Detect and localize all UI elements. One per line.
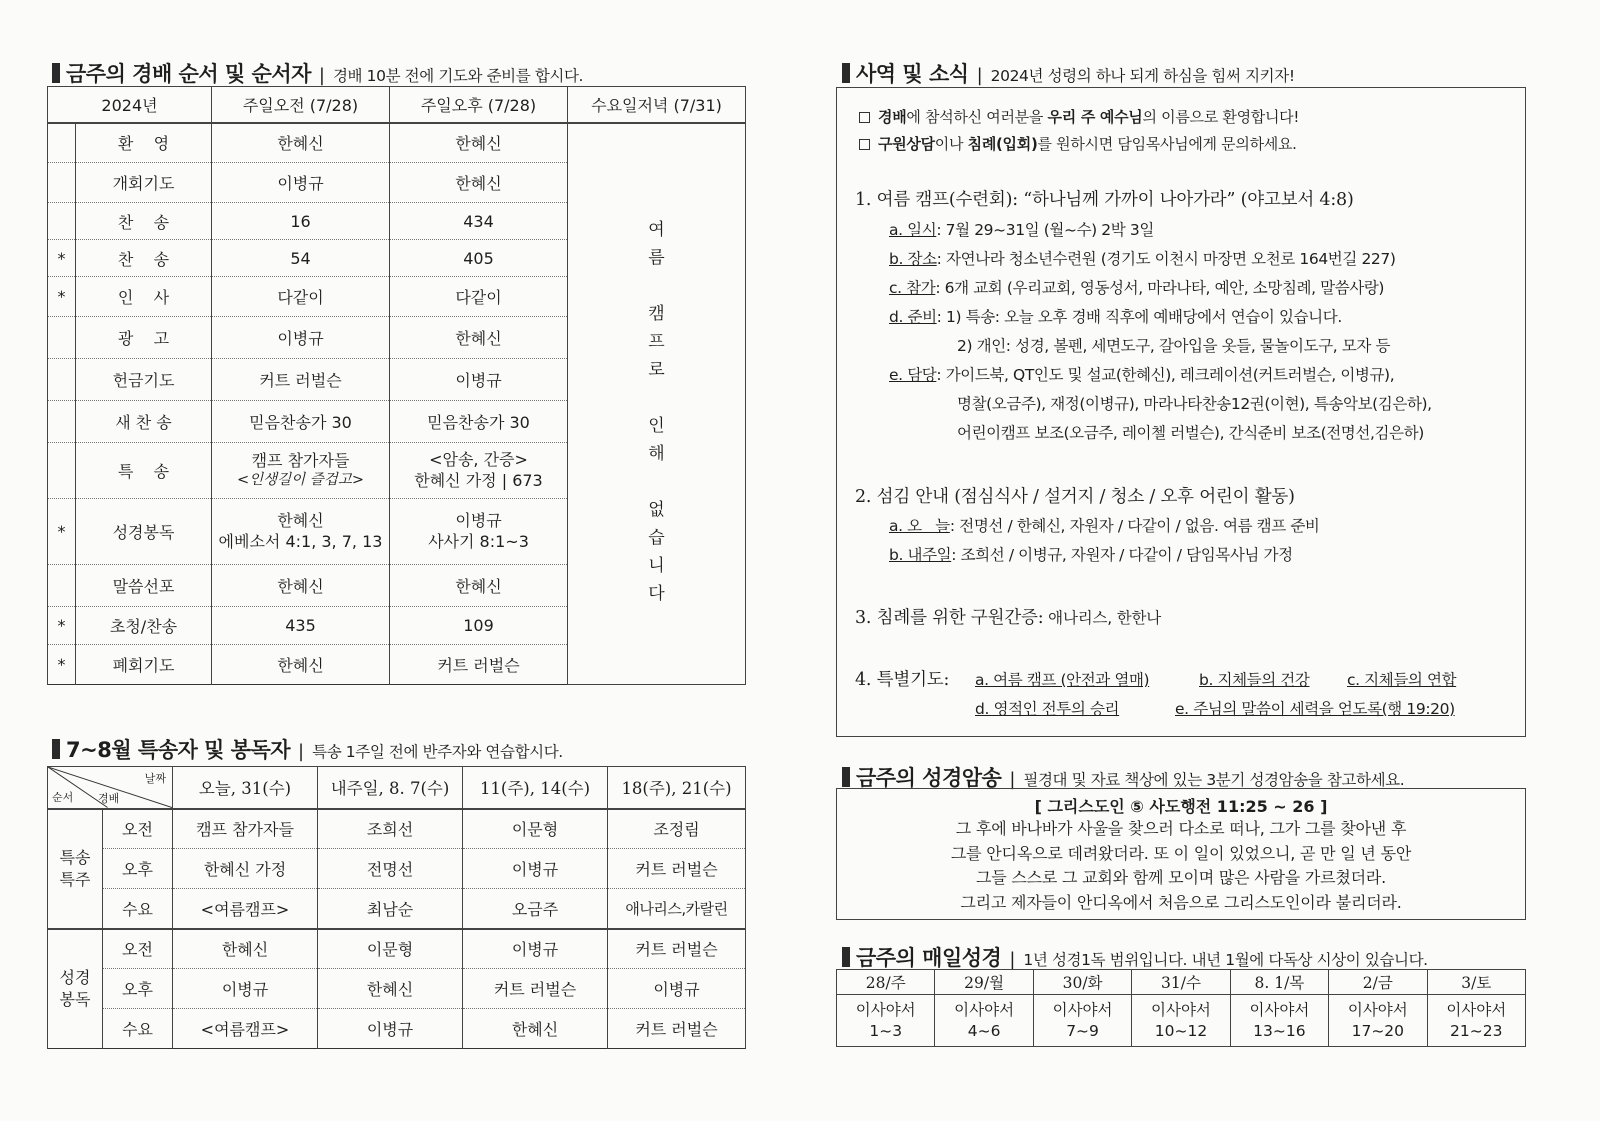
day-header: 29/월 bbox=[935, 970, 1033, 995]
table-row bbox=[48, 123, 746, 163]
service-next-sunday: b. 내주일: 조희선 / 이병규, 자원자 / 다같이 / 담임목사님 가정 bbox=[889, 546, 1293, 564]
memory-verse-title: 금주의 성경암송 bbox=[856, 766, 1002, 790]
counsel-notice: 구원상담이나 침례(입회)를 원하시면 담임목사님에게 문의하세요. bbox=[859, 133, 1297, 154]
standing-marker bbox=[48, 401, 76, 443]
order-label: 헌금기도 bbox=[76, 359, 212, 401]
daily-bible-title: 금주의 매일성경 bbox=[856, 946, 1002, 970]
prayer-item-b: b. 지체들의 건강 bbox=[1199, 671, 1310, 689]
header-date-3: 11(주), 14(수) bbox=[463, 767, 608, 809]
order-label: 찬 송 bbox=[76, 240, 212, 277]
reading-cell: 이사야서 13~16 bbox=[1230, 995, 1328, 1047]
order-label: 새 찬 송 bbox=[76, 401, 212, 443]
standing-marker bbox=[48, 203, 76, 240]
day-header: 8. 1/목 bbox=[1230, 970, 1328, 995]
reading-cell: 이사야서 4~6 bbox=[935, 995, 1033, 1047]
standing-marker: * bbox=[48, 240, 76, 277]
verse-line: 그들 스스로 그 교회와 함께 모이며 많은 사람을 가르쳤더라. bbox=[975, 868, 1387, 887]
reading-cell: 이사야서 21~23 bbox=[1427, 995, 1525, 1047]
verse-line: 그리고 제자들이 안디옥에서 처음으로 그리스도인이라 불리더라. bbox=[960, 892, 1402, 912]
header-date-2: 내주일, 8. 7(수) bbox=[318, 767, 463, 809]
day-header: 3/토 bbox=[1427, 970, 1525, 995]
pm-assignee: 한혜신 bbox=[390, 123, 568, 163]
summer-camp-heading: 1. 여름 캠프(수련회): “하나님께 가까이 나아가라” (야고보서 4:8) bbox=[855, 190, 1354, 210]
assignee-cell: 이병규 bbox=[608, 969, 746, 1009]
header-sunday-pm: 주일오후 (7/28) bbox=[390, 87, 568, 123]
am-assignee: 한혜신 bbox=[212, 645, 390, 685]
table-row bbox=[48, 929, 746, 969]
heading-bar-icon bbox=[52, 63, 60, 83]
assignee-cell: 조희선 bbox=[318, 809, 463, 849]
prayer-item-c: c. 지체들의 연합 bbox=[1347, 671, 1457, 689]
assignee-cell: 오금주 bbox=[463, 889, 608, 929]
order-label: 인 사 bbox=[76, 277, 212, 317]
standing-marker: * bbox=[48, 499, 76, 565]
order-label: 광 고 bbox=[76, 317, 212, 359]
order-label: 환 영 bbox=[76, 123, 212, 163]
order-label: 폐회기도 bbox=[76, 645, 212, 685]
worship-order-subtitle: 경배 10분 전에 기도와 준비를 합시다. bbox=[332, 67, 584, 85]
group-special-music: 특송 특주 bbox=[48, 809, 103, 929]
pm-assignee: 커트 러벌슨 bbox=[390, 645, 568, 685]
header-date-1: 오늘, 31(수) bbox=[173, 767, 318, 809]
prayer-heading: 4. 특별기도: bbox=[855, 670, 950, 690]
header-sunday-am: 주일오전 (7/28) bbox=[212, 87, 390, 123]
assignee-cell: 전명선 bbox=[318, 849, 463, 889]
am-assignee: 다같이 bbox=[212, 277, 390, 317]
camp-date: a. 일시: 7월 29~31일 (월~수) 2박 3일 bbox=[889, 221, 1154, 239]
standing-marker bbox=[48, 443, 76, 499]
assignee-cell: 커트 러벌슨 bbox=[608, 849, 746, 889]
am-assignee: 한혜신 bbox=[212, 123, 390, 163]
order-label: 특 송 bbox=[76, 443, 212, 499]
header-year: 2024년 bbox=[48, 87, 212, 123]
assignee-cell: 커트 러벌슨 bbox=[608, 1009, 746, 1049]
am-assignee: 이병규 bbox=[212, 163, 390, 203]
camp-participants: c. 참가: 6개 교회 (우리교회, 영동성서, 마라나타, 예안, 소망침례, 말씀사랑) bbox=[889, 279, 1385, 297]
news-box bbox=[836, 87, 1526, 737]
table-header-row bbox=[48, 767, 746, 809]
header-wednesday: 수요일저녁 (7/31) bbox=[568, 87, 746, 123]
table-row bbox=[48, 1009, 746, 1049]
table-row bbox=[48, 809, 746, 849]
assignee-cell: 애나리스,카랄린 bbox=[608, 889, 746, 929]
assignee-cell: 한혜신 가정 bbox=[173, 849, 318, 889]
corner-header bbox=[48, 767, 173, 809]
standing-marker bbox=[48, 359, 76, 401]
heading-separator: | bbox=[1009, 949, 1016, 970]
assignee-cell: 한혜신 bbox=[463, 1009, 608, 1049]
pm-assignee: 이병규 bbox=[390, 359, 568, 401]
pm-assignee: 한혜신 bbox=[390, 163, 568, 203]
camp-responsibilities-2: 명찰(오금주), 재정(이병규), 마라나타찬송12권(이현), 특송악보(김은하), bbox=[957, 395, 1432, 413]
verse-line: 그 후에 바나바가 사울을 찾으러 다소로 떠나, 그가 그를 찾아낸 후 bbox=[955, 819, 1407, 838]
pm-assignee: 434 bbox=[390, 203, 568, 240]
am-assignee: 한혜신 bbox=[212, 565, 390, 607]
welcome-notice: 경배에 참석하신 여러분을 우리 주 예수님의 이름으로 환영합니다! bbox=[859, 106, 1299, 127]
daily-bible-table bbox=[836, 969, 1526, 1047]
memory-verse-box bbox=[836, 788, 1526, 920]
worship-order-title: 금주의 경배 순서 및 순서자 bbox=[66, 62, 311, 86]
heading-bar-icon bbox=[842, 767, 850, 787]
pm-assignee: <암송, 간증> 한혜신 가정 | 673 bbox=[390, 443, 568, 499]
reading-cell: 이사야서 10~12 bbox=[1132, 995, 1230, 1047]
am-assignee: 이병규 bbox=[212, 317, 390, 359]
standing-marker bbox=[48, 123, 76, 163]
camp-place: b. 장소: 자연나라 청소년수련원 (경기도 이천시 마장면 오천로 164번길 227) bbox=[889, 250, 1396, 268]
day-header: 28/주 bbox=[837, 970, 935, 995]
standing-marker: * bbox=[48, 645, 76, 685]
table-row bbox=[48, 889, 746, 929]
corner-date-label: 날짜 bbox=[144, 772, 166, 785]
memory-verse-subtitle: 필경대 및 자료 책상에 있는 3분기 성경암송을 참고하세요. bbox=[1023, 771, 1405, 789]
singers-title: 7~8월 특송자 및 봉독자 bbox=[66, 738, 291, 762]
pm-assignee: 한혜신 bbox=[390, 565, 568, 607]
assignee-cell: <여름캠프> bbox=[173, 889, 318, 929]
singers-subtitle: 특송 1주일 전에 반주자와 연습합시다. bbox=[312, 743, 563, 761]
checkbox-square-icon bbox=[859, 112, 870, 123]
camp-responsibilities: e. 담당: 가이드북, QT인도 및 설교(한혜신), 레크레이션(커트러벌슨, 이병규), bbox=[889, 366, 1395, 384]
assignee-cell: 한혜신 bbox=[318, 969, 463, 1009]
verse-line: 그를 안디옥으로 데려왔더라. 또 이 일이 있었으니, 곧 만 일 년 동안 bbox=[950, 843, 1412, 863]
heading-bar-icon bbox=[842, 63, 850, 83]
daily-bible-subtitle: 1년 성경1독 범위입니다. 내년 1월에 다독상 시상이 있습니다. bbox=[1023, 951, 1428, 969]
order-label: 초청/찬송 bbox=[76, 607, 212, 645]
camp-preparation: d. 준비: 1) 특송: 오늘 오후 경배 직후에 예배당에서 연습이 있습니다. bbox=[889, 308, 1342, 326]
assignee-cell: 캠프 참가자들 bbox=[173, 809, 318, 849]
heading-separator: | bbox=[318, 65, 325, 86]
header-date-4: 18(주), 21(수) bbox=[608, 767, 746, 809]
verse-reference: [ 그리스도인 ⑤ 사도행전 11:25 ~ 26 ] bbox=[1034, 797, 1328, 816]
am-assignee: 435 bbox=[212, 607, 390, 645]
slot-label: 오전 bbox=[103, 929, 173, 969]
table-header-row bbox=[48, 87, 746, 123]
heading-bar-icon bbox=[842, 947, 850, 967]
am-assignee: 믿음찬송가 30 bbox=[212, 401, 390, 443]
table-row bbox=[48, 849, 746, 889]
reading-cell: 이사야서 1~3 bbox=[837, 995, 935, 1047]
service-guide-heading: 2. 섬김 안내 (점심식사 / 설거지 / 청소 / 오후 어린이 활동) bbox=[855, 487, 1295, 507]
pm-assignee: 이병규 사사기 8:1~3 bbox=[390, 499, 568, 565]
am-assignee: 54 bbox=[212, 240, 390, 277]
table-row bbox=[48, 969, 746, 1009]
prayer-item-a: a. 여름 캠프 (안전과 열매) bbox=[975, 671, 1150, 689]
order-label: 말씀선포 bbox=[76, 565, 212, 607]
day-header: 31/수 bbox=[1132, 970, 1230, 995]
am-assignee: 커트 러벌슨 bbox=[212, 359, 390, 401]
standing-marker: * bbox=[48, 277, 76, 317]
assignee-cell: 최남순 bbox=[318, 889, 463, 929]
slot-label: 수요 bbox=[103, 889, 173, 929]
heading-separator: | bbox=[298, 741, 305, 762]
singers-table bbox=[47, 766, 746, 1049]
baptism-testimony: 3. 침례를 위한 구원간증: 애나리스, 한한나 bbox=[855, 608, 1162, 628]
standing-marker bbox=[48, 565, 76, 607]
camp-responsibilities-3: 어린이캠프 보조(오금주, 레이첼 러벌슨), 간식준비 보조(전명선,김은하) bbox=[957, 424, 1424, 442]
am-assignee: 캠프 참가자들 <인생길이 즐겁고> bbox=[212, 443, 390, 499]
standing-marker bbox=[48, 163, 76, 203]
pm-assignee: 다같이 bbox=[390, 277, 568, 317]
worship-order-table bbox=[47, 86, 746, 685]
order-label: 성경봉독 bbox=[76, 499, 212, 565]
daily-bible-heading bbox=[842, 942, 1428, 972]
day-header: 30/화 bbox=[1033, 970, 1131, 995]
reading-cell: 이사야서 7~9 bbox=[1033, 995, 1131, 1047]
group-scripture-reading: 성경 봉독 bbox=[48, 929, 103, 1049]
news-heading bbox=[842, 58, 1295, 88]
slot-label: 오후 bbox=[103, 849, 173, 889]
table-header-row bbox=[837, 970, 1526, 995]
pm-assignee: 믿음찬송가 30 bbox=[390, 401, 568, 443]
checkbox-square-icon bbox=[859, 139, 870, 150]
assignee-cell: 커트 러벌슨 bbox=[463, 969, 608, 1009]
am-assignee: 16 bbox=[212, 203, 390, 240]
slot-label: 오전 bbox=[103, 809, 173, 849]
news-title: 사역 및 소식 bbox=[856, 62, 969, 86]
prayer-item-d: d. 영적인 전투의 승리 bbox=[975, 700, 1120, 718]
pm-assignee: 405 bbox=[390, 240, 568, 277]
assignee-cell: 한혜신 bbox=[173, 929, 318, 969]
wednesday-note: 여 름 캠 프 로 인 해 없 습 니 다 bbox=[568, 123, 746, 685]
worship-order-heading bbox=[52, 58, 583, 88]
slot-label: 오후 bbox=[103, 969, 173, 1009]
pm-assignee: 한혜신 bbox=[390, 317, 568, 359]
heading-bar-icon bbox=[52, 739, 60, 759]
heading-separator: | bbox=[976, 65, 983, 86]
order-label: 찬 송 bbox=[76, 203, 212, 240]
prayer-item-e: e. 주님의 말씀이 세력을 얻도록(행 19:20) bbox=[1175, 700, 1455, 718]
assignee-cell: 이문형 bbox=[463, 809, 608, 849]
reading-cell: 이사야서 17~20 bbox=[1329, 995, 1427, 1047]
singers-heading bbox=[52, 734, 563, 764]
assignee-cell: 이문형 bbox=[318, 929, 463, 969]
assignee-cell: 커트 러벌슨 bbox=[608, 929, 746, 969]
day-header: 2/금 bbox=[1329, 970, 1427, 995]
assignee-cell: 이병규 bbox=[463, 849, 608, 889]
order-label: 개회기도 bbox=[76, 163, 212, 203]
camp-preparation-personal: 2) 개인: 성경, 볼펜, 세면도구, 갈아입을 옷들, 물놀이도구, 모자 등 bbox=[957, 337, 1391, 355]
assignee-cell: 이병규 bbox=[463, 929, 608, 969]
assignee-cell: 조정림 bbox=[608, 809, 746, 849]
pm-assignee: 109 bbox=[390, 607, 568, 645]
corner-order-label: 순서 bbox=[52, 790, 74, 804]
standing-marker bbox=[48, 317, 76, 359]
table-row bbox=[837, 995, 1526, 1047]
assignee-cell: 이병규 bbox=[318, 1009, 463, 1049]
corner-service-label: 경배 bbox=[98, 791, 120, 805]
standing-marker: * bbox=[48, 607, 76, 645]
am-assignee: 한혜신 에베소서 4:1, 3, 7, 13 bbox=[212, 499, 390, 565]
slot-label: 수요 bbox=[103, 1009, 173, 1049]
assignee-cell: <여름캠프> bbox=[173, 1009, 318, 1049]
news-subtitle: 2024년 성령의 하나 되게 하심을 힘써 지키자! bbox=[990, 67, 1295, 85]
assignee-cell: 이병규 bbox=[173, 969, 318, 1009]
heading-separator: | bbox=[1009, 769, 1016, 790]
service-today: a. 오 늘: 전명선 / 한혜신, 자원자 / 다같이 / 없음. 여름 캠프 준비 bbox=[889, 517, 1320, 535]
